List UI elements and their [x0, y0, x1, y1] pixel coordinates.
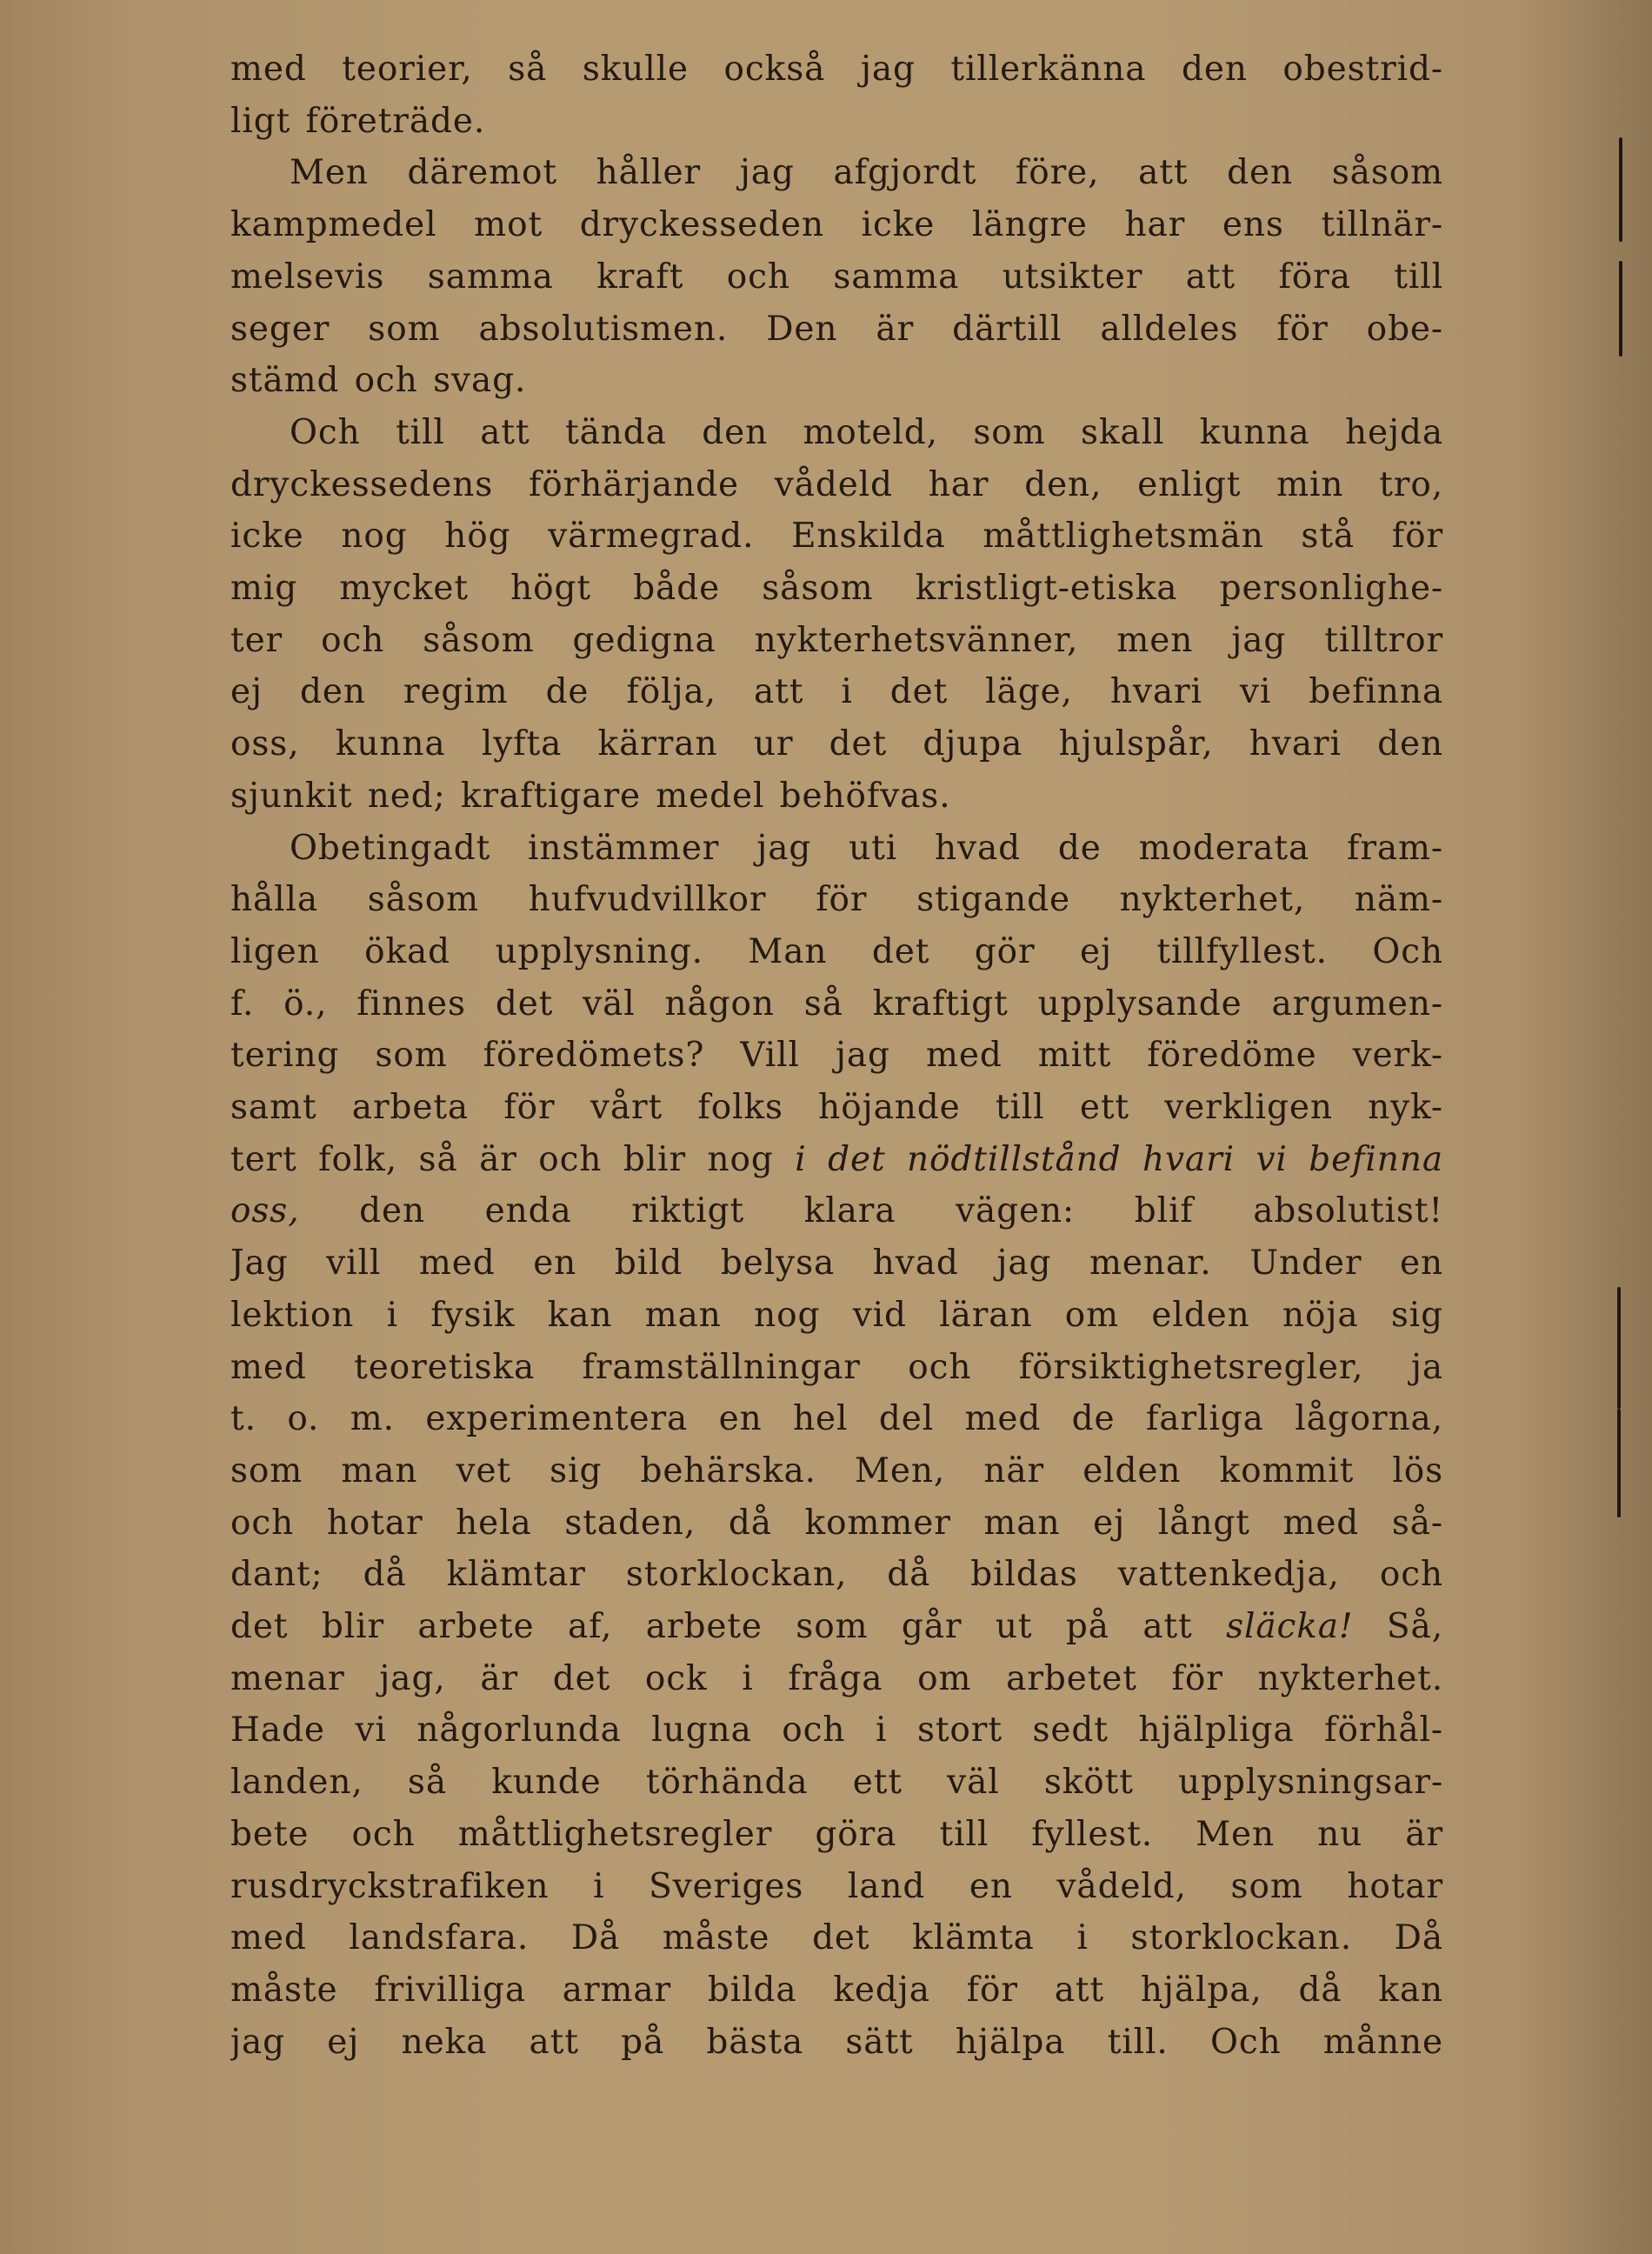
line-text: den enda riktigt klara vägen: blif absolutist! — [299, 1191, 1443, 1231]
text-line — [230, 615, 1443, 667]
text-line — [230, 251, 1443, 303]
text-line — [230, 1912, 1443, 1964]
line-text: jag ej neka att på bästa sätt hjälpa till. Och månne — [230, 2022, 1443, 2062]
text-line — [230, 563, 1443, 615]
text-line — [230, 2017, 1443, 2069]
line-text: lektion i fysik kan man nog vid läran om elden nöja sig — [230, 1295, 1443, 1335]
line-text: bete och måttlighetsregler göra till fyllest. Men nu är — [230, 1814, 1443, 1854]
text-line — [230, 43, 1443, 96]
text-line — [230, 1653, 1443, 1705]
margin-mark-top-1 — [1619, 137, 1622, 242]
text-line — [230, 355, 1443, 407]
text-line — [230, 926, 1443, 978]
line-text: ej den regim de följa, att i det läge, hvari vi befinna — [230, 672, 1443, 712]
line-text: kampmedel mot dryckesseden icke längre har ens tillnär- — [230, 205, 1443, 245]
margin-mark-top-2 — [1619, 261, 1622, 357]
line-text: ligen ökad upplysning. Man det gör ej tillfyllest. Och — [230, 931, 1443, 971]
text-line — [230, 1601, 1443, 1653]
line-text: med landsfara. Då måste det klämta i storklockan. Då — [230, 1918, 1443, 1958]
italic-text: oss, — [230, 1191, 300, 1231]
text-line — [230, 510, 1443, 563]
line-text: ter och såsom gedigna nykterhetsvänner, men jag tilltror — [230, 620, 1443, 660]
text-line — [230, 1290, 1443, 1342]
text-line — [230, 1497, 1443, 1550]
line-text: Så, — [1353, 1607, 1443, 1646]
text-line — [230, 770, 1443, 823]
text-line — [230, 1237, 1443, 1290]
text-line — [230, 1134, 1443, 1186]
line-text: tering som föredömets? Vill jag med mitt föredöme verk- — [230, 1036, 1443, 1076]
text-line — [230, 1964, 1443, 2017]
line-text: t. o. m. experimentera en hel del med de farliga lågorna, — [230, 1399, 1443, 1439]
line-text: seger som absolutismen. Den är därtill alldeles för obe- — [230, 309, 1443, 349]
text-line — [230, 823, 1443, 875]
line-text: Jag vill med en bild belysa hvad jag menar. Under en — [230, 1244, 1443, 1284]
line-text: med teoretiska framställningar och försiktighetsregler, ja — [230, 1347, 1443, 1387]
line-text: måste frivilliga armar bilda kedja för att hjälpa, då kan — [230, 1970, 1443, 2010]
line-text: Men däremot håller jag afgjordt före, att den såsom — [290, 153, 1443, 193]
line-text: det blir arbete af, arbete som går ut på att — [230, 1607, 1227, 1646]
text-line — [230, 874, 1443, 926]
line-text: mig mycket högt både såsom kristligt-etiska personlighe- — [230, 569, 1443, 608]
line-text: som man vet sig behärska. Men, när elden kommit lös — [230, 1450, 1443, 1490]
margin-mark-bottom-1 — [1617, 1287, 1621, 1409]
line-text: melsevis samma kraft och samma utsikter att föra till — [230, 257, 1443, 297]
text-line — [230, 1809, 1443, 1861]
text-line — [230, 96, 1443, 148]
line-text: stämd och svag. — [230, 361, 527, 401]
text-line — [230, 459, 1443, 511]
text-line — [230, 1030, 1443, 1082]
line-text: menar jag, är det ock i fråga om arbetet för nykterhet. — [230, 1658, 1443, 1698]
text-line — [230, 978, 1443, 1030]
line-text: oss, kunna lyfta kärran ur det djupa hjulspår, hvari den — [230, 724, 1443, 764]
line-text: ligt företräde. — [230, 101, 486, 141]
text-line — [230, 303, 1443, 356]
line-text: sjunkit ned; kraftigare medel behöfvas. — [230, 776, 951, 816]
line-text: rusdryckstrafiken i Sveriges land en vådeld, som hotar — [230, 1866, 1443, 1906]
italic-text: släcka! — [1226, 1607, 1354, 1646]
text-line — [230, 1549, 1443, 1601]
line-text: landen, så kunde törhända ett väl skött upplysningsar- — [230, 1763, 1443, 1803]
text-line — [230, 407, 1443, 459]
line-text: med teorier, så skulle också jag tillerkänna den obestrid- — [230, 50, 1443, 89]
line-text: Hade vi någorlunda lugna och i stort sedt hjälpliga förhål- — [230, 1711, 1443, 1751]
line-text: hålla såsom hufvudvillkor för stigande nykterhet, näm- — [230, 880, 1443, 920]
line-text: Och till att tända den moteld, som skall kunna hejda — [290, 412, 1443, 452]
line-text: tert folk, så är och blir nog — [230, 1139, 796, 1179]
text-line — [230, 1445, 1443, 1497]
text-line — [230, 666, 1443, 718]
text-line — [230, 1082, 1443, 1134]
line-text: f. ö., finnes det väl någon så kraftigt upplysande argumen- — [230, 984, 1443, 1024]
text-line — [230, 1393, 1443, 1445]
text-line — [230, 718, 1443, 770]
line-text: dryckessedens förhärjande vådeld har den, enligt min tro, — [230, 464, 1443, 504]
text-line — [230, 1342, 1443, 1394]
line-text: samt arbeta för vårt folks höjande till ett verkligen nyk- — [230, 1088, 1443, 1127]
italic-text: i det nödtillstånd hvari vi befinna — [795, 1139, 1443, 1179]
text-line — [230, 1861, 1443, 1913]
line-text: och hotar hela staden, då kommer man ej långt med så- — [230, 1503, 1443, 1543]
text-line — [230, 1757, 1443, 1809]
text-line — [230, 1704, 1443, 1757]
line-text: icke nog hög värmegrad. Enskilda måttlighetsmän stå för — [230, 517, 1443, 557]
margin-mark-bottom-2 — [1617, 1409, 1621, 1517]
text-line — [230, 147, 1443, 199]
line-text: dant; då klämtar storklockan, då bildas vattenkedja, och — [230, 1555, 1443, 1595]
text-line — [230, 199, 1443, 251]
line-text: Obetingadt instämmer jag uti hvad de moderata fram- — [290, 828, 1443, 868]
text-line — [230, 1185, 1443, 1237]
